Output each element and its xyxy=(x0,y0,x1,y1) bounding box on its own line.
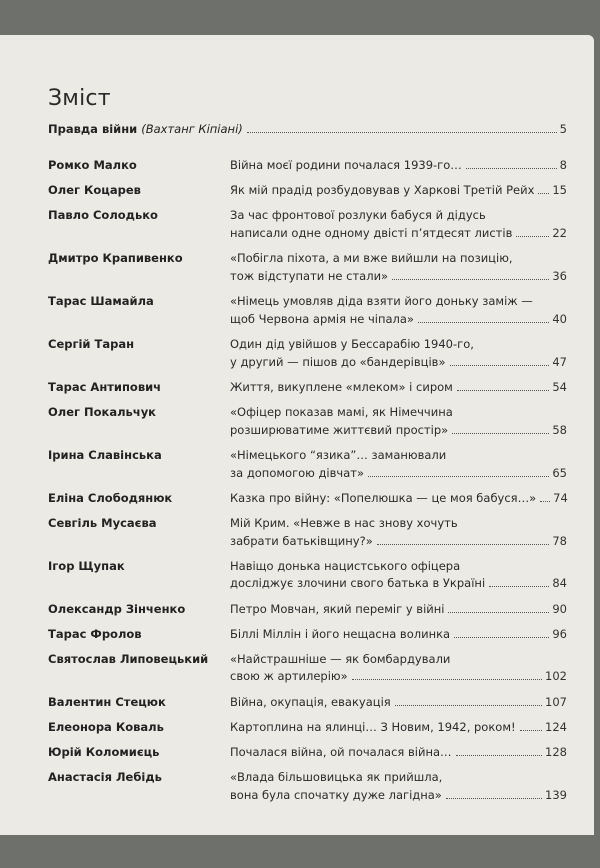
entry-title-text: Мій Крим. «Невже в нас знову хочуть xyxy=(230,515,458,530)
entry-title xyxy=(230,336,567,372)
entry-title-text: за допомогою дівчат» xyxy=(230,465,364,480)
dot-leader xyxy=(516,236,549,237)
dot-leader xyxy=(466,168,557,169)
entry-title-text: Як мій прадід розбудовував у Харкові Третій Рейх xyxy=(230,183,535,198)
entry-title-line xyxy=(230,533,567,551)
entry-title-line xyxy=(230,558,567,576)
entry-author: Елеонора Коваль xyxy=(48,719,164,734)
entry-title-text: Війна, окупація, евакуація xyxy=(230,694,391,709)
book-page xyxy=(0,35,594,835)
entry-title xyxy=(230,250,567,286)
entry-title-text: у другий — пішов до «бандерівців» xyxy=(230,354,446,369)
entry-title-line xyxy=(230,601,567,619)
entry-author: Дмитро Крапивенко xyxy=(48,251,183,266)
entry-title-line xyxy=(230,626,567,644)
dot-leader xyxy=(418,322,549,323)
toc-entry xyxy=(48,293,567,329)
entry-author: Олег Покальчук xyxy=(48,404,156,419)
entry-title-line xyxy=(230,744,567,762)
entry-title xyxy=(230,719,567,737)
entry-title xyxy=(230,404,567,440)
entry-title-line xyxy=(230,225,567,243)
toc-entry xyxy=(48,157,567,175)
dot-leader xyxy=(540,501,550,502)
entry-author: Юрій Коломиєць xyxy=(48,744,160,759)
page-number: 102 xyxy=(545,669,567,684)
entry-title-text: Один дід увійшов у Бессарабію 1940-го, xyxy=(230,336,474,351)
page-title: Зміст xyxy=(48,85,111,111)
entry-author: Валентин Стецюк xyxy=(48,694,166,709)
entry-author: Олег Коцарев xyxy=(48,183,141,198)
dot-leader xyxy=(538,193,549,194)
page-number: 139 xyxy=(545,787,567,802)
toc-entry xyxy=(48,207,567,243)
entry-title-text: «Німецького “язика”… заманювали xyxy=(230,447,447,462)
entry-title-text: «Влада більшовицька як прийшла, xyxy=(230,769,443,784)
dot-leader xyxy=(454,637,549,638)
toc-entry xyxy=(48,558,567,594)
entry-title-line xyxy=(230,336,567,354)
dot-leader xyxy=(395,705,542,706)
toc-entry xyxy=(48,404,567,440)
entry-title xyxy=(230,293,567,329)
page-number: 124 xyxy=(545,719,567,734)
page-number: 78 xyxy=(552,533,567,548)
toc-entry xyxy=(48,694,567,712)
entry-title-text: свою ж артилерію» xyxy=(230,669,348,684)
entry-title-line xyxy=(230,787,567,805)
page-number: 107 xyxy=(545,694,567,709)
entry-title xyxy=(230,157,567,175)
entry-title-text: щоб Червона армія не чіпала» xyxy=(230,311,414,326)
dot-leader xyxy=(457,390,550,391)
entry-title-line xyxy=(230,354,567,372)
page-number: 5 xyxy=(559,122,567,136)
dot-leader xyxy=(368,476,549,477)
page-number: 22 xyxy=(552,225,567,240)
page-number: 58 xyxy=(552,422,567,437)
dot-leader xyxy=(520,730,542,731)
toc-intro-entry xyxy=(48,122,567,136)
entry-author: Ірина Славінська xyxy=(48,447,162,462)
entry-title-line xyxy=(230,575,567,593)
dot-leader xyxy=(377,544,550,545)
entry-title-text: За час фронтової розлуки бабуся й дідусь xyxy=(230,208,486,223)
entry-title-text: «Побігла піхота, а ми вже вийшли на позицію, xyxy=(230,251,513,266)
entry-title xyxy=(230,694,567,712)
entry-author: Ромко Малко xyxy=(48,158,137,172)
entry-title-line xyxy=(230,311,567,329)
entry-title xyxy=(230,558,567,594)
entry-title xyxy=(230,447,567,483)
page-number: 36 xyxy=(552,268,567,283)
dot-leader xyxy=(489,586,549,587)
entry-title xyxy=(230,601,567,619)
entry-title xyxy=(230,379,567,397)
intro-author: (Вахтанг Кіпіані) xyxy=(141,122,243,136)
entry-title-line xyxy=(230,651,567,669)
page-number: 15 xyxy=(552,183,567,198)
entry-title xyxy=(230,490,568,508)
toc-entry xyxy=(48,744,567,762)
page-number: 84 xyxy=(552,576,567,591)
entry-title-text: «Офіцер показав мамі, як Німеччина xyxy=(230,404,453,419)
entry-author: Тарас Шамайла xyxy=(48,293,154,308)
entry-title-line xyxy=(230,465,567,483)
entry-title-line xyxy=(230,694,567,712)
toc-entry xyxy=(48,769,567,805)
entry-title-line xyxy=(230,490,568,508)
toc-entry xyxy=(48,719,567,737)
entry-title-text: забрати батьківщину?» xyxy=(230,533,373,548)
page-number: 40 xyxy=(552,311,567,326)
entry-author: Тарас Антипович xyxy=(48,379,162,394)
dot-leader xyxy=(247,132,557,133)
intro-title: Правда війни xyxy=(48,122,138,136)
entry-title-line xyxy=(230,250,567,268)
entry-title-text: Почалася війна, ой почалася війна… xyxy=(230,744,452,759)
page-number: 96 xyxy=(552,626,567,641)
dot-leader xyxy=(446,798,542,799)
entry-title-line xyxy=(230,207,567,225)
page-number: 8 xyxy=(559,158,567,172)
entry-title-line xyxy=(230,515,567,533)
toc-entry xyxy=(48,601,567,619)
entry-title-line xyxy=(230,422,567,440)
dot-leader xyxy=(448,612,549,613)
entry-title-line xyxy=(230,379,567,397)
entry-author: Тарас Фролов xyxy=(48,626,142,641)
entry-title-text: Війна моєї родини почалася 1939-го… xyxy=(230,158,462,172)
entry-title-line xyxy=(230,268,567,286)
entry-author: Ігор Щупак xyxy=(48,558,125,573)
page-number: 128 xyxy=(545,744,567,759)
entry-title-text: «Німець умовляв діда взяти його доньку заміж — xyxy=(230,293,533,308)
toc-entry xyxy=(48,626,567,644)
entry-title-line xyxy=(230,447,567,465)
toc-entry xyxy=(48,515,567,551)
entry-author: Еліна Слободянюк xyxy=(48,490,173,505)
entry-title-line xyxy=(230,182,567,200)
entry-title xyxy=(230,744,567,762)
page-number: 90 xyxy=(552,601,567,616)
entry-title xyxy=(230,207,567,243)
dot-leader xyxy=(456,755,543,756)
entry-title-text: Навіщо донька нацистського офіцера xyxy=(230,558,461,573)
entry-title-text: «Найстрашніше — як бомбардували xyxy=(230,651,451,666)
entry-title-text: досліджує злочини свого батька в Україні xyxy=(230,576,486,591)
toc-entry xyxy=(48,250,567,286)
entry-title-text: написали одне одному двісті п’ятдесят листів xyxy=(230,225,513,240)
entry-title-text: Біллі Міллін і його нещасна волинка xyxy=(230,626,451,641)
entry-title-line xyxy=(230,293,567,311)
entry-title xyxy=(230,626,567,644)
entry-title-line xyxy=(230,719,567,737)
entry-author: Севгіль Мусаєва xyxy=(48,515,157,530)
entry-author: Анастасія Лебідь xyxy=(48,769,162,784)
page-number: 74 xyxy=(553,490,568,505)
entry-title-line xyxy=(230,157,567,175)
entry-author: Олександр Зінченко xyxy=(48,601,186,616)
toc-entry xyxy=(48,651,567,687)
toc-entry xyxy=(48,336,567,372)
toc-entry xyxy=(48,182,567,200)
toc-entry xyxy=(48,490,567,508)
entry-title-line xyxy=(230,668,567,686)
entry-title-text: Картоплина на ялинці… З Новим, 1942, роком! xyxy=(230,719,516,734)
page-number: 47 xyxy=(552,354,567,369)
entry-title-line xyxy=(230,404,567,422)
toc-entry xyxy=(48,379,567,397)
entry-author: Сергій Таран xyxy=(48,336,135,351)
entry-title-line xyxy=(230,769,567,787)
entry-title xyxy=(230,182,567,200)
page-number: 65 xyxy=(552,465,567,480)
entry-title-text: Життя, викуплене «млеком» і сиром xyxy=(230,379,453,394)
toc-entry xyxy=(48,447,567,483)
entry-title-text: Петро Мовчан, який переміг у війні xyxy=(230,601,445,616)
dot-leader xyxy=(352,679,542,680)
dot-leader xyxy=(452,433,549,434)
entry-author: Павло Солодько xyxy=(48,208,158,223)
dot-leader xyxy=(392,279,549,280)
page-number: 54 xyxy=(552,379,567,394)
entry-title-text: вона була спочатку дуже лагідна» xyxy=(230,787,442,802)
entry-title xyxy=(230,651,567,687)
entry-author: Святослав Липовецький xyxy=(48,651,209,666)
entry-title-text: тож відступати не стали» xyxy=(230,268,389,283)
entry-title-text: розширюватиме життєвий простір» xyxy=(230,422,449,437)
toc-list xyxy=(48,157,567,812)
entry-title xyxy=(230,515,567,551)
dot-leader xyxy=(450,365,550,366)
entry-title xyxy=(230,769,567,805)
entry-title-text: Казка про війну: «Попелюшка — це моя бабуся…» xyxy=(230,490,537,505)
